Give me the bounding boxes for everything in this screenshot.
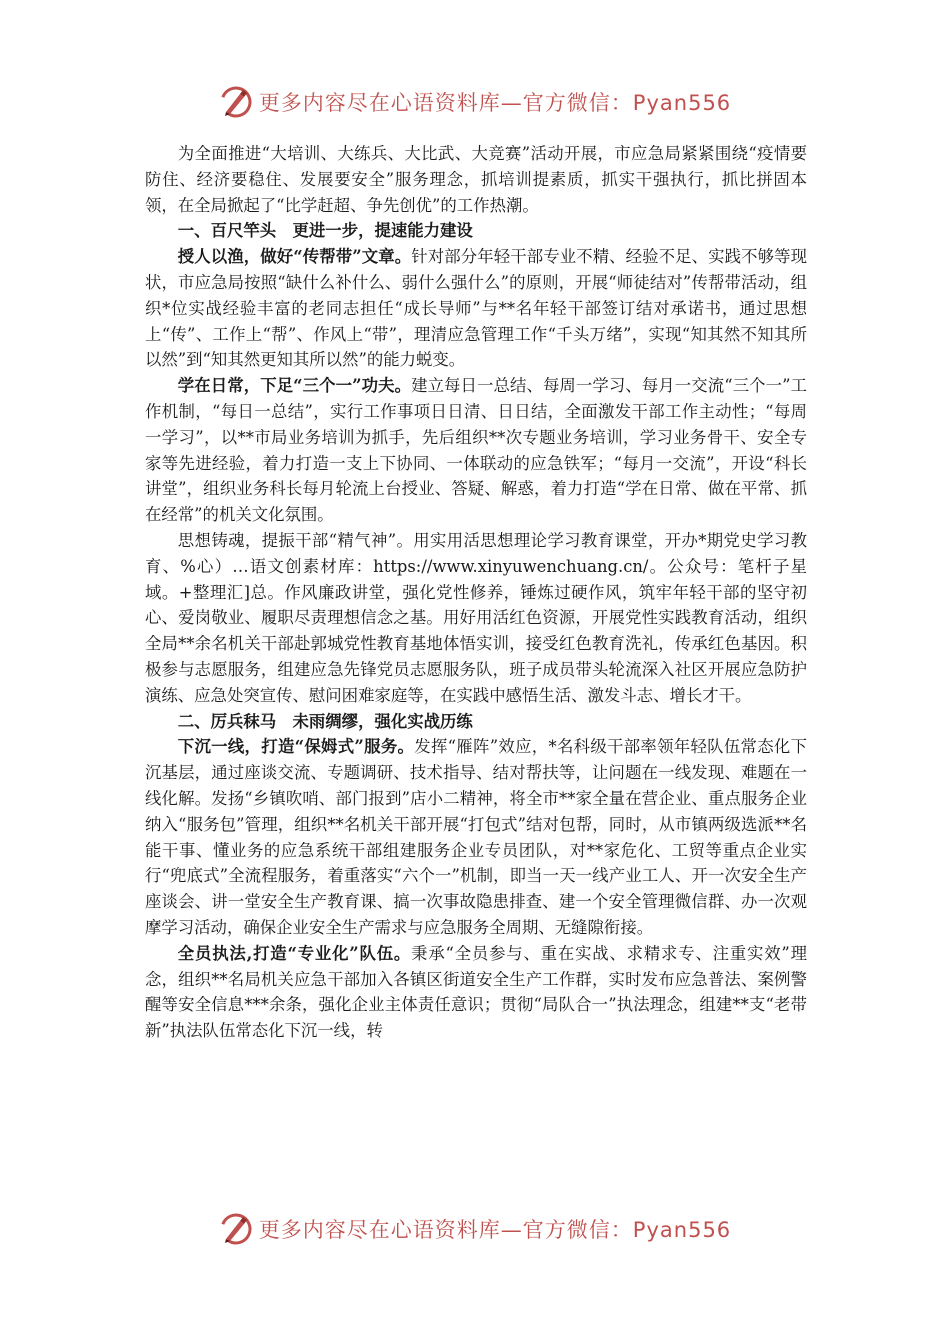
paragraph-text: 思想铸魂，提振干部“精气神”。用实用活思想理论学习教育课堂，开办*期党史学习教育、%心）…语文创素材库：https://www.xinyuwenchuang.cn/。公众号：笔杆子星域。+整理汇]总。作风廉政讲堂，强化党性修养，锤炼过硬作风，筑牢年轻干部的坚守初心、爱岗敬业、履职尽责理想信念之基。用好用活红色资源，开展党性实践教育活动，组织全局**余名机关干部赴郭城党性教育基地体悟实训，接受红色教育洗礼，传承红色基因。积极参与志愿服务，组建应急先锋党员志愿服务队，班子成员带头轮流深入社区开展应急防护演练、应急处突宣传、慰问困难家庭等，在实践中感悟生活、激发斗志、增长才干。 bbox=[145, 530, 807, 705]
paragraph-lead: 授人以渔，做好“传帮带”文章。 bbox=[177, 247, 412, 267]
heading-text: 二、厉兵秣马 未雨绸缪，强化实战历练 bbox=[177, 711, 473, 731]
body-paragraph bbox=[145, 734, 807, 940]
paragraph-lead: 下沉一线，打造“保姆式”服务。 bbox=[177, 737, 415, 757]
pen-logo-icon bbox=[219, 85, 253, 119]
body-paragraph bbox=[145, 244, 807, 373]
footer-banner bbox=[0, 1211, 950, 1247]
banner-text: 更多内容尽在心语资料库—官方微信：Pyan556 bbox=[258, 1218, 732, 1242]
pen-logo-icon bbox=[219, 1212, 253, 1246]
section-heading bbox=[145, 709, 807, 735]
paragraph-text: 建立每日一总结、每周一学习、每月一交流“三个一”工作机制，“每日一总结”，实行工作事项日日清、日日结，全面激发干部工作主动性；“每周一学习”，以**市局业务培训为抓手，先后组织**次专题业务培训，学习业务骨干、安全专家等先进经验，着力打造一支上下协同、一体联动的应急铁军；“每月一交流”，开设“科长讲堂”，组织业务科长每月轮流上台授业、答疑、解惑，着力打造“学在日常、做在平常、抓在经常”的机关文化氛围。 bbox=[145, 376, 807, 525]
header-banner bbox=[0, 84, 950, 120]
body-paragraph bbox=[145, 373, 807, 528]
paragraph-lead: 全员执法,打造“专业化”队伍。 bbox=[177, 943, 412, 963]
paragraph-text: 为全面推进“大培训、大练兵、大比武、大竞赛”活动开展，市应急局紧紧围绕“疫情要防住、经济要稳住、发展要安全”服务理念，抓培训提素质，抓实干强执行，抓比拼固本领，在全局掀起了“比学赶超、争先创优”的工作热潮。 bbox=[145, 144, 807, 215]
body-paragraph bbox=[145, 528, 807, 709]
paragraph-text: 针对部分年轻干部专业不精、经验不足、实践不够等现状，市应急局按照“缺什么补什么、弱什么强什么”的原则，开展“师徒结对”传帮带活动，组织*位实战经验丰富的老同志担任“成长导师”与**名年轻干部签订结对承诺书，通过思想上“传”、工作上“帮”、作风上“带”，理清应急管理工作“千头万绪”，实现“知其然不知其所以然”到“知其然更知其所以然”的能力蜕变。 bbox=[145, 247, 807, 370]
paragraph-text: 秉承“全员参与、重在实战、求精求专、注重实效”理念，组织**名局机关应急干部加入各镇区街道安全生产工作群，实时发布应急普法、案例警醒等安全信息***余条，强化企业主体责任意识；贯彻“局队合一”执法理念，组建**支“老带新”执法队伍常态化下沉一线，转 bbox=[145, 943, 807, 1041]
paragraph-text: 发挥“雁阵”效应，*名科级干部率领年轻队伍常态化下沉基层，通过座谈交流、专题调研、技术指导、结对帮扶等，让问题在一线发现、难题在一线化解。发扬“乡镇吹哨、部门报到”店小二精神，将全市**家全量在营企业、重点服务企业纳入“服务包”管理，组织**名机关干部开展“打包式”结对包帮，同时，从市镇两级选派**名能干事、懂业务的应急系统干部组建服务企业专员团队，对**家危化、工贸等重点企业实行“兜底式”全流程服务，着重落实“六个一”机制，即当一天一线产业工人、开一次安全生产座谈会、讲一堂安全生产教育课、搞一次事故隐患排查、建一个安全管理微信群、办一次观摩学习活动，确保企业安全生产需求与应急服务全周期、无缝隙衔接。 bbox=[145, 737, 808, 937]
document-body bbox=[145, 141, 807, 1044]
paragraph-lead: 学在日常，下足“三个一”功夫。 bbox=[177, 376, 412, 396]
banner-text: 更多内容尽在心语资料库—官方微信：Pyan556 bbox=[258, 91, 732, 115]
heading-text: 一、百尺竿头 更进一步，提速能力建设 bbox=[177, 221, 473, 241]
body-paragraph bbox=[145, 941, 807, 1044]
section-heading bbox=[145, 218, 807, 244]
intro-paragraph bbox=[145, 141, 807, 218]
